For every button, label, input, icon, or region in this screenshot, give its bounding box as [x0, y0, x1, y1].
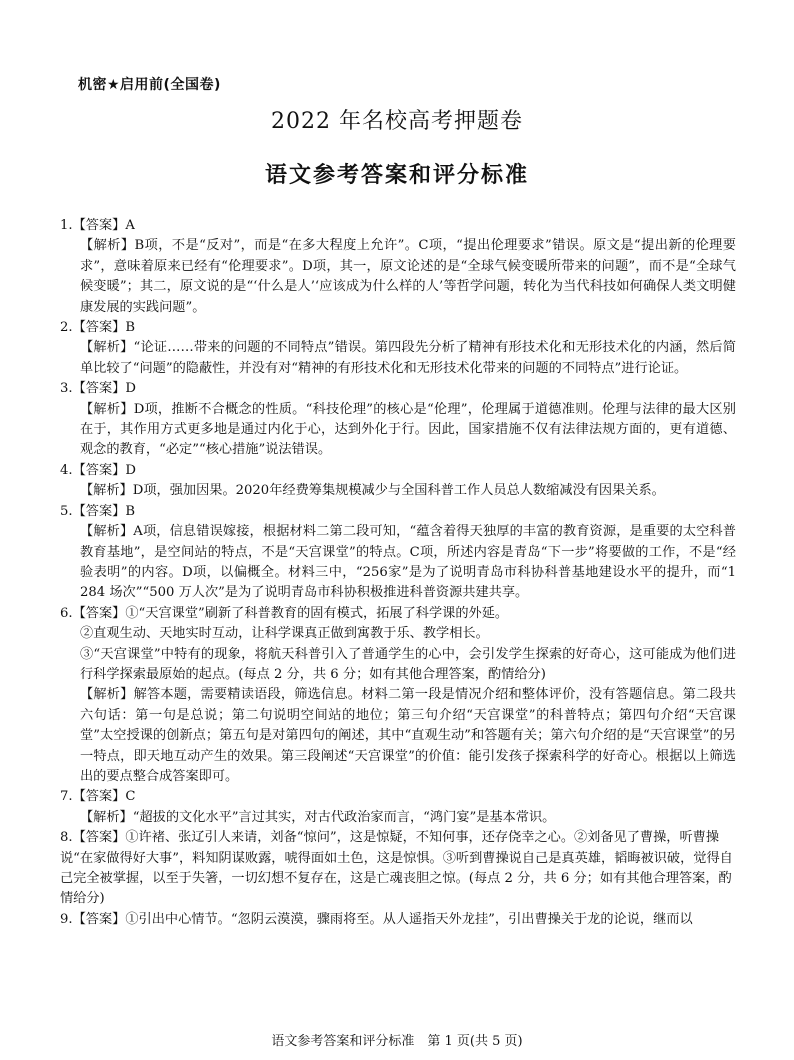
document-subtitle: 语文参考答案和评分标准 — [264, 163, 529, 188]
answer-item — [60, 828, 736, 910]
answer-head: 7.【答案】C — [60, 789, 136, 805]
answer-head: 2.【答案】B — [60, 320, 136, 336]
answer-head: 9.【答案】①引出中心情节。“忽阴云漠漠，骤雨将至。从人遥指天外龙挂”，引出曹操关于龙的论说，继而以 — [60, 911, 693, 927]
answer-item — [60, 502, 736, 604]
answer-head: 4.【答案】D — [60, 462, 136, 478]
answer-item — [60, 216, 736, 318]
analysis-paragraph: 【解析】D项，推断不合概念的性质。“科技伦理”的核心是“伦理”，伦理属于道德准则。伦理与法律的最大区别在于，其作用方式更多地是通过内化于心，达到外化于行。因此，国家措施不仅有法律法规方面的，更有道德、观念的教育，“必定”“核心措施”说法错误。 — [80, 401, 736, 458]
answer-item — [60, 379, 736, 461]
answer-item — [60, 461, 736, 502]
answer-head: 5.【答案】B — [60, 503, 136, 519]
analysis-paragraph: ③“天宫课堂”中特有的现象，将航天科普引入了普通学生的心中，会引发学生探索的好奇心，这可能成为他们进行科学探索最原始的起点。(每点 2 分，共 6 分；如有其他合理答案，酌情给分) — [80, 646, 736, 682]
exam-title: 2022 年名校高考押题卷 — [271, 109, 523, 134]
confidential-label: 机密★启用前(全国卷) — [78, 77, 221, 93]
analysis-paragraph: 【解析】A项，信息错误嫁接，根据材料二第二段可知，“蕴含着得天独厚的丰富的教育资源，是重要的太空科普教育基地”，是空间站的特点，不是“天宫课堂”的特点。C项，所述内容是青岛“下一步”将要做的工作，不是“经验表明”的内容。D项，以偏概全。材料三中，“256家”是为了说明青岛市科协科普基地建设水平的提升，而“1 284 场次”“500 万人次”是为了说明青岛市科协积极推进科普资源共建共享。 — [80, 524, 736, 601]
analysis-paragraph: 【解析】D项，强加因果。2020年经费筹集规模减少与全国科普工作人员总人数缩减没有因果关系。 — [80, 483, 665, 499]
answer-item — [60, 604, 736, 788]
answer-item — [60, 910, 736, 930]
analysis-paragraph: 【解析】“论证……带来的问题的不同特点”错误。第四段先分析了精神有形技术化和无形技术化的内涵，然后简单比较了“问题”的隐蔽性，并没有对“精神的有形技术化和无形技术化带来的问题的不同特点”进行论证。 — [80, 340, 736, 376]
analysis-paragraph: ②直观生动、天地实时互动，让科学课真正做到寓教于乐、教学相长。 — [80, 626, 489, 642]
answer-list — [60, 216, 736, 930]
answer-head: 3.【答案】D — [60, 381, 136, 397]
answer-item — [60, 318, 736, 379]
analysis-paragraph: 【解析】解答本题，需要精读语段，筛选信息。材料二第一段是情况介绍和整体评价，没有答题信息。第二段共六句话：第一句是总说；第二句说明空间站的地位；第三句介绍“天宫课堂”的科普特点；第四句介绍“天宫课堂”太空授课的创新点；第五句是对第四句的阐述，其中“直观生动”和答题有关；第六句介绍的是“天宫课堂”的另一特点，即天地互动产生的效果。第三段阐述“天宫课堂”的价值：能引发孩子探索科学的好奇心。根据以上筛选出的要点整合成答案即可。 — [80, 687, 736, 784]
analysis-paragraph: 【解析】B项，不是“反对”，而是“在多大程度上允许”。C项，“提出伦理要求”错误。原文是“提出新的伦理要求”，意味着原来已经有“伦理要求”。D项，其一，原文论述的是“全球气候变暖所带来的问题”，而不是“全球气候变暖”；其二，原文说的是“‘什么是人’‘应该成为什么样的人’等哲学问题，转化为当代科技如何确保人类文明健康发展的实践问题”。 — [80, 238, 736, 315]
analysis-paragraph: 【解析】“超拔的文化水平”言过其实，对古代政治家而言，“鸿门宴”是基本常识。 — [80, 809, 556, 825]
answer-head: 8.【答案】①许褚、张辽引人来请，刘备“惊问”，这是惊疑，不知何事，还存侥幸之心。②刘备见了曹操，听曹操说“在家做得好大事”，料知阴谋败露，唬得面如土色，这是惊惧。③听到曹操说自己是真英雄，韬晦被识破，觉得自己完全被掌握，以至于失箸，一切幻想不复存在，这是亡魂丧胆之惊。(每点 2 分，共 6 分；如有其他合理答案，酌情给分) — [60, 830, 733, 907]
answer-item — [60, 787, 736, 828]
page-footer: 语文参考答案和评分标准 第 1 页(共 5 页) — [271, 1034, 523, 1049]
answer-head: 1.【答案】A — [60, 218, 135, 233]
answer-head: 6.【答案】①“天宫课堂”刷新了科普教育的固有模式，拓展了科学课的外延。 — [60, 605, 509, 621]
